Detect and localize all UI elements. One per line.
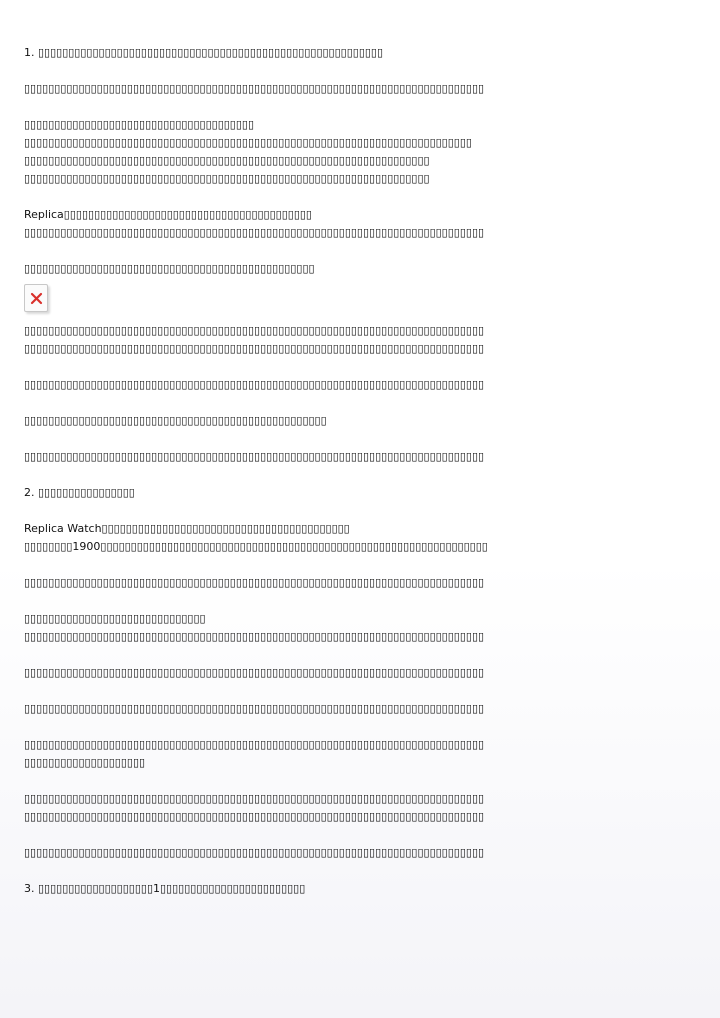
paragraph-line: ▯▯▯▯▯▯▯▯▯▯▯▯▯▯▯▯▯▯▯▯▯▯▯▯▯▯▯▯▯▯▯▯▯▯▯▯▯▯▯▯▯▯▯▯▯▯▯▯▯▯▯▯▯▯▯▯▯▯▯▯▯▯▯▯▯▯▯▯▯▯▯▯▯▯▯▯ [24, 810, 485, 823]
paragraph-line: ▯▯▯▯▯▯▯▯▯▯▯▯▯▯▯▯▯▯▯▯▯▯▯▯▯▯▯▯▯▯▯▯▯▯▯▯▯▯▯▯▯▯▯▯▯▯▯▯▯▯▯▯▯▯▯▯▯▯▯▯▯▯▯▯▯▯▯▯▯▯▯▯▯▯▯▯ [24, 82, 485, 95]
paragraph-line: ▯▯▯▯▯▯▯▯▯▯▯▯▯▯▯▯▯▯▯▯▯▯▯▯▯▯▯▯▯▯ [24, 612, 206, 625]
section-heading-1: 1. ▯▯▯▯▯▯▯▯▯▯▯▯▯▯▯▯▯▯▯▯▯▯▯▯▯▯▯▯▯▯▯▯▯▯▯▯▯▯▯▯▯▯▯▯▯▯▯▯▯▯▯▯▯▯▯▯▯ [24, 46, 384, 59]
paragraph-line: ▯▯▯▯▯▯▯▯▯▯▯▯▯▯▯▯▯▯▯▯▯▯▯▯▯▯▯▯▯▯▯▯▯▯▯▯▯▯▯▯▯▯▯▯▯▯▯▯▯▯▯▯▯▯▯▯▯▯▯▯▯▯▯▯▯▯▯▯▯▯▯▯▯▯ [24, 136, 472, 149]
section-heading-2: 2. ▯▯▯▯▯▯▯▯▯▯▯▯▯▯▯▯ [24, 486, 135, 499]
paragraph-line: Replica Watch▯▯▯▯▯▯▯▯▯▯▯▯▯▯▯▯▯▯▯▯▯▯▯▯▯▯▯▯▯▯▯▯▯▯▯▯▯▯▯▯▯ [24, 522, 350, 535]
document-body [24, 44, 696, 898]
paragraph-line: ▯▯▯▯▯▯▯▯▯▯▯▯▯▯▯▯▯▯▯▯▯▯▯▯▯▯▯▯▯▯▯▯▯▯▯▯▯▯▯▯▯▯▯▯▯▯▯▯▯▯▯▯▯▯▯▯▯▯▯▯▯▯▯▯▯▯▯▯▯▯▯▯▯▯▯▯ [24, 226, 485, 239]
paragraph-line: ▯▯▯▯▯▯▯▯▯▯▯▯▯▯▯▯▯▯▯▯▯▯▯▯▯▯▯▯▯▯▯▯▯▯▯▯▯▯▯▯▯▯▯▯▯▯▯▯ [24, 262, 315, 275]
paragraph-line: ▯▯▯▯▯▯▯▯▯▯▯▯▯▯▯▯▯▯▯▯▯▯▯▯▯▯▯▯▯▯▯▯▯▯▯▯▯▯▯▯▯▯▯▯▯▯▯▯▯▯▯▯▯▯▯▯▯▯▯▯▯▯▯▯▯▯▯▯▯▯▯▯▯▯▯▯ [24, 792, 485, 805]
paragraph-line: ▯▯▯▯▯▯▯▯▯▯▯▯▯▯▯▯▯▯▯▯▯▯▯▯▯▯▯▯▯▯▯▯▯▯▯▯▯▯▯▯▯▯▯▯▯▯▯▯▯▯▯▯▯▯▯▯▯▯▯▯▯▯▯▯▯▯▯▯▯▯▯▯▯▯▯▯ [24, 378, 485, 391]
paragraph-line: ▯▯▯▯▯▯▯▯▯▯▯▯▯▯▯▯▯▯▯▯▯▯▯▯▯▯▯▯▯▯▯▯▯▯▯▯▯▯▯▯▯▯▯▯▯▯▯▯▯▯▯▯▯▯▯▯▯▯▯▯▯▯▯▯▯▯▯▯▯▯▯▯▯▯▯▯ [24, 324, 485, 337]
paragraph-line: ▯▯▯▯▯▯▯▯▯▯▯▯▯▯▯▯▯▯▯▯ [24, 756, 146, 769]
paragraph-line: ▯▯▯▯▯▯▯▯▯▯▯▯▯▯▯▯▯▯▯▯▯▯▯▯▯▯▯▯▯▯▯▯▯▯▯▯▯▯▯▯▯▯▯▯▯▯▯▯▯▯▯▯▯▯▯▯▯▯▯▯▯▯▯▯▯▯▯▯▯▯▯▯▯▯▯▯ [24, 342, 485, 355]
paragraph-line: ▯▯▯▯▯▯▯▯▯▯▯▯▯▯▯▯▯▯▯▯▯▯▯▯▯▯▯▯▯▯▯▯▯▯▯▯▯▯▯▯▯▯▯▯▯▯▯▯▯▯▯▯▯▯▯▯▯▯▯▯▯▯▯▯▯▯▯ [24, 154, 430, 167]
paragraph-line: Replica▯▯▯▯▯▯▯▯▯▯▯▯▯▯▯▯▯▯▯▯▯▯▯▯▯▯▯▯▯▯▯▯▯▯▯▯▯▯▯▯▯ [24, 208, 312, 221]
broken-image-icon [30, 292, 43, 305]
paragraph-line: ▯▯▯▯▯▯▯▯▯▯▯▯▯▯▯▯▯▯▯▯▯▯▯▯▯▯▯▯▯▯▯▯▯▯▯▯▯▯▯▯▯▯▯▯▯▯▯▯▯▯▯▯▯▯▯▯▯▯▯▯▯▯▯▯▯▯▯▯▯▯▯▯▯▯▯▯ [24, 450, 485, 463]
paragraph-line: ▯▯▯▯▯▯▯▯▯▯▯▯▯▯▯▯▯▯▯▯▯▯▯▯▯▯▯▯▯▯▯▯▯▯▯▯▯▯▯▯▯▯▯▯▯▯▯▯▯▯▯▯▯▯▯▯▯▯▯▯▯▯▯▯▯▯▯▯▯▯▯▯▯▯▯▯ [24, 702, 485, 715]
paragraph-line: ▯▯▯▯▯▯▯▯▯▯▯▯▯▯▯▯▯▯▯▯▯▯▯▯▯▯▯▯▯▯▯▯▯▯▯▯▯▯ [24, 118, 255, 131]
paragraph-line: ▯▯▯▯▯▯▯▯▯▯▯▯▯▯▯▯▯▯▯▯▯▯▯▯▯▯▯▯▯▯▯▯▯▯▯▯▯▯▯▯▯▯▯▯▯▯▯▯▯▯▯▯▯▯▯▯▯▯▯▯▯▯▯▯▯▯▯▯▯▯▯▯▯▯▯▯ [24, 630, 485, 643]
paragraph-line: ▯▯▯▯▯▯▯▯▯▯▯▯▯▯▯▯▯▯▯▯▯▯▯▯▯▯▯▯▯▯▯▯▯▯▯▯▯▯▯▯▯▯▯▯▯▯▯▯▯▯▯▯▯▯▯▯▯▯▯▯▯▯▯▯▯▯▯ [24, 172, 430, 185]
paragraph-line: ▯▯▯▯▯▯▯▯▯▯▯▯▯▯▯▯▯▯▯▯▯▯▯▯▯▯▯▯▯▯▯▯▯▯▯▯▯▯▯▯▯▯▯▯▯▯▯▯▯▯▯▯▯▯▯▯▯▯▯▯▯▯▯▯▯▯▯▯▯▯▯▯▯▯▯▯ [24, 576, 485, 589]
paragraph-line: ▯▯▯▯▯▯▯▯1900▯▯▯▯▯▯▯▯▯▯▯▯▯▯▯▯▯▯▯▯▯▯▯▯▯▯▯▯▯▯▯▯▯▯▯▯▯▯▯▯▯▯▯▯▯▯▯▯▯▯▯▯▯▯▯▯▯▯▯▯▯▯▯▯ [24, 540, 488, 553]
broken-image [24, 284, 48, 312]
paragraph-line: ▯▯▯▯▯▯▯▯▯▯▯▯▯▯▯▯▯▯▯▯▯▯▯▯▯▯▯▯▯▯▯▯▯▯▯▯▯▯▯▯▯▯▯▯▯▯▯▯▯▯▯▯▯▯▯▯▯▯▯▯▯▯▯▯▯▯▯▯▯▯▯▯▯▯▯▯ [24, 666, 485, 679]
paragraph-line: ▯▯▯▯▯▯▯▯▯▯▯▯▯▯▯▯▯▯▯▯▯▯▯▯▯▯▯▯▯▯▯▯▯▯▯▯▯▯▯▯▯▯▯▯▯▯▯▯▯▯▯▯▯▯▯▯▯▯▯▯▯▯▯▯▯▯▯▯▯▯▯▯▯▯▯▯ [24, 738, 485, 751]
paragraph-line: ▯▯▯▯▯▯▯▯▯▯▯▯▯▯▯▯▯▯▯▯▯▯▯▯▯▯▯▯▯▯▯▯▯▯▯▯▯▯▯▯▯▯▯▯▯▯▯▯▯▯ [24, 414, 327, 427]
section-heading-3: 3. ▯▯▯▯▯▯▯▯▯▯▯▯▯▯▯▯▯▯▯1▯▯▯▯▯▯▯▯▯▯▯▯▯▯▯▯▯▯▯▯▯▯▯▯ [24, 882, 306, 895]
paragraph-line: ▯▯▯▯▯▯▯▯▯▯▯▯▯▯▯▯▯▯▯▯▯▯▯▯▯▯▯▯▯▯▯▯▯▯▯▯▯▯▯▯▯▯▯▯▯▯▯▯▯▯▯▯▯▯▯▯▯▯▯▯▯▯▯▯▯▯▯▯▯▯▯▯▯▯▯▯ [24, 846, 485, 859]
